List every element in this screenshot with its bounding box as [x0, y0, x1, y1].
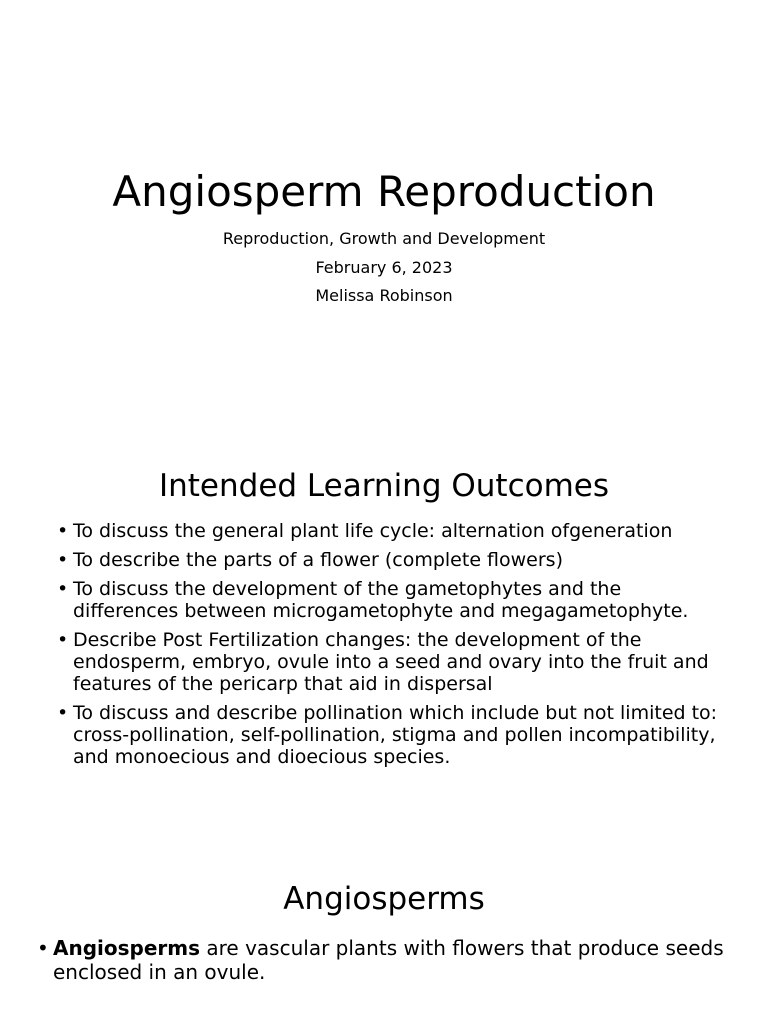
list-item: • Describe Post Fertilization changes: the development of the endosperm, embryo, ovule into a seed and ovary into the fruit and features of the pericarp that aid in dispersal [57, 629, 727, 695]
presentation-date: February 6, 2023 [315, 258, 453, 277]
angiosperms-list [37, 936, 737, 991]
list-item: • To discuss and describe pollination which include but not limited to: cross-pollination, self-pollination, stigma and pollen incompatibility, and monoecious and dioecious species. [57, 702, 727, 768]
outcomes-list [57, 520, 727, 775]
list-item: • To describe the parts of a flower (complete flowers) [57, 549, 727, 571]
outcomes-heading: Intended Learning Outcomes [158, 468, 609, 504]
list-item: • To discuss the development of the gametophytes and the differences between microgametophyte and megagametophyte. [57, 578, 727, 622]
presentation-subtitle: Reproduction, Growth and Development [222, 229, 546, 248]
presentation-author: Melissa Robinson [315, 286, 453, 305]
list-item [37, 936, 737, 984]
presentation-title: Angiosperm Reproduction [112, 167, 656, 216]
list-item: • To discuss the general plant life cycle: alternation ofgeneration [57, 520, 727, 542]
definition-text: are vascular plants with flowers that produce seeds enclosed in an ovule. [53, 936, 724, 984]
angiosperms-heading: Angiosperms [283, 881, 485, 917]
term-bold: Angiosperms [53, 936, 201, 960]
